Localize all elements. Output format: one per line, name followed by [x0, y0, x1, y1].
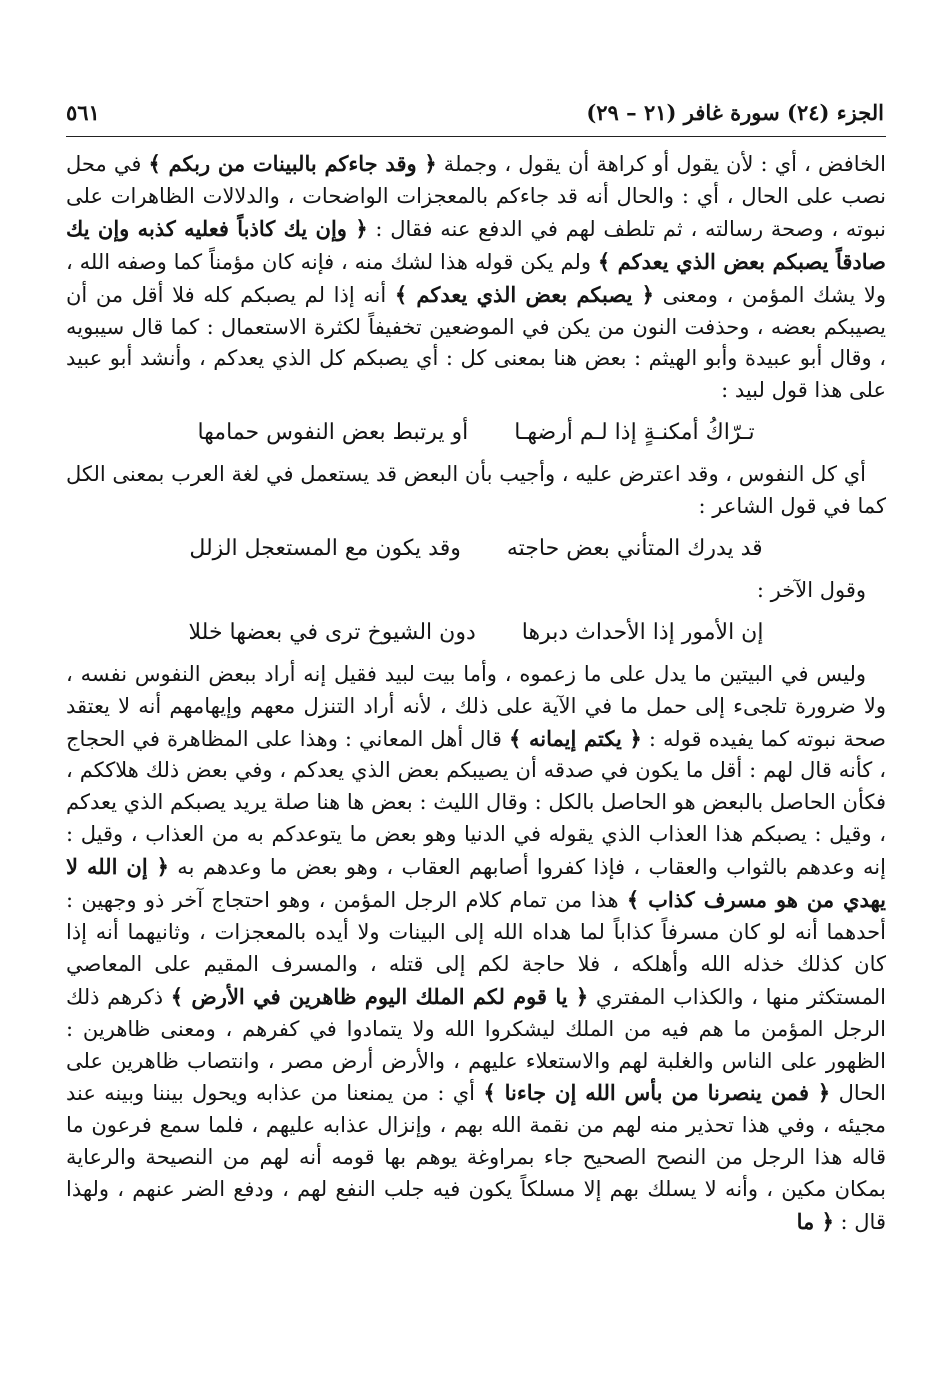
text-run: في محل نصب على الحال ، أي : والحال أنه قد جاءكم بالمعجزات الواضحات ، والدلالات الظاهرات على نبوته ، وصحة رسالته ، ثم تلطف لهم في الدفع عنه فقال : [66, 152, 886, 241]
text-run: أي كل النفوس ، وقد اعترض عليه ، وأجيب بأن البعض قد يستعمل في لغة العرب بمعنى الكل كما في قول الشاعر : [66, 462, 886, 519]
quran-citation: ﴿ يا قوم لكم الملك اليوم ظاهرين في الأرض ﴾ [170, 983, 589, 1009]
text-run: هذا من تمام كلام الرجل المؤمن ، وهو احتجاج آخر ذو وجهين : أحدهما أنه لو كان مسرفاً كذاباً لما هداه الله إلى البينات ولا أيده بالمعجزات ، وثانيهما أنه إذا كان كذلك خذله الله وأهلكه ، فلا حاجة لكم إلى قتله ، والمسرف المقيم على المعاصي المستكثر منها ، والكذاب المفتري [66, 888, 886, 1009]
paragraph [66, 148, 886, 407]
text-run: ولم يكن قوله هذا لشك منه ، فإنه كان مؤمناً كما وصفه الله ، ولا يشك المؤمن ، ومعنى [66, 249, 887, 307]
text-run: وقول الآخر : [756, 577, 866, 602]
page-header [66, 100, 884, 134]
paragraph [66, 459, 886, 523]
body-text [66, 148, 886, 1239]
quran-citation: ﴿ فمن ينصرنا من بأس الله إن جاءنا ﴾ [483, 1080, 831, 1106]
running-head: الجزء (٢٤) سورة غافر (٢١ – ٢٩) [586, 100, 884, 125]
quran-citation: ﴿ إن الله لا يهدي من هو مسرف كذاب ﴾ [66, 854, 887, 913]
text-run: قال أهل المعاني : وهذا على المظاهرة في الحجاج ، كأنه قال لهم : أقل ما يكون في صدقه أن يصيبكم بعض الذي يعدكم ، وفي بعض ذلك هلاككم ، فكأن الحاصل بالبعض هو الحاصل بالكل : وقال الليث : بعض ها هنا صلة يريد يصبكم الذي يعدكم ، وقيل : يصبكم هذا العذاب الذي يقوله في الدنيا وهو بعض ما يتوعدكم به من العذاب ، وقيل : إنه وعدهم بالثواب والعقاب ، فإذا كفروا أصابهم العقاب ، وهو بعض ما وعدهم به [66, 726, 886, 880]
paragraph [66, 659, 886, 1239]
page-number: ٥٦١ [66, 100, 100, 125]
verse-first-hemistich: قد يدرك المتأني بعض حاجته [506, 535, 763, 561]
text-run: أي : من يمنعنا من عذابه ويحول بيننا وبينه عند مجيئه ، وفي هذا تحذير منه لهم من نقمة الله بهم ، وإنزال عذابه عليهم ، فلما سمع فرعون ما قاله هذا الرجل من النصح الصحيح جاء بمراوغة يوهم بها قومه أنه لهم من النصيحة والرعاية بمكان مكين ، وأنه لا يسلك بهم إلا مسلكاً يكون فيه جلب النفع لهم ، ودفع الضر عنهم ، ولهذا قال : [66, 1081, 886, 1235]
quran-citation: ﴿ ما [796, 1209, 834, 1235]
verse-second-hemistich: دون الشيوخ ترى في بعضها خللا [188, 619, 476, 645]
poem-verse [66, 417, 886, 449]
poem-verse [66, 533, 886, 565]
verse-first-hemistich: تـرّاكُ أمكنـةٍ إذا لـم أرضهـا [514, 420, 755, 446]
verse-first-hemistich: إن الأمور إذا الأحداث دبرها [521, 619, 764, 645]
poem-verse [66, 617, 886, 649]
quran-citation: ﴿ يكتم إيمانه ﴾ [509, 725, 642, 751]
paragraph [66, 575, 886, 607]
quran-citation: ﴿ وقد جاءكم بالبينات من ربكم ﴾ [148, 151, 437, 176]
verse-second-hemistich: وقد يكون مع المستعجل الزلل [189, 535, 461, 561]
text-run: وليس في البيتين ما يدل على ما زعموه ، وأما بيت لبيد فقيل إنه أراد ببعض النفوس نفسه ، ولا ضرورة تلجىء إلى حمل ما في الآية على ذلك ، لأنه أراد التنزل معهم وإيهامهم أنه لا يعتقد صحة نبوته كما يفيده قوله : [66, 661, 886, 751]
text-run: أنه إذا لم يصبكم كله فلا أقل من أن يصيبكم بعضه ، وحذفت النون من يكن في الموضعين تخفيفاً لكثرة الاستعمال : كما قال سيبويه ، وقال أبو عبيدة وأبو الهيثم : بعض هنا بمعنى كل : أي يصبكم كل الذي يعدكم ، وأنشد أبو عبيد على هذا قول لبيد : [66, 282, 886, 403]
text-run: الخافض ، أي : لأن يقول أو كراهة أن يقول ، وجملة [436, 152, 886, 176]
text-run: ذكرهم ذلك الرجل المؤمن ما هم فيه من الملك ليشكروا الله ولا يتمادوا في كفرهم ، ومعنى ظاهرين : الظهور على الناس والغلبة لهم والاستعلاء عليهم ، والأرض أرض مصر ، وانتصاب ظاهرين على الحال [66, 984, 887, 1106]
header-rule [66, 136, 886, 137]
quran-citation: ﴿ يصبكم بعض الذي يعدكم ﴾ [394, 281, 654, 307]
verse-second-hemistich: أو يرتبط بعض النفوس حمامها [197, 420, 469, 446]
quran-citation: ﴿ وإن يك كاذباً فعليه كذبه وإن يك صادقاً يصبكم بعض الذي يعدكم ﴾ [66, 215, 886, 274]
